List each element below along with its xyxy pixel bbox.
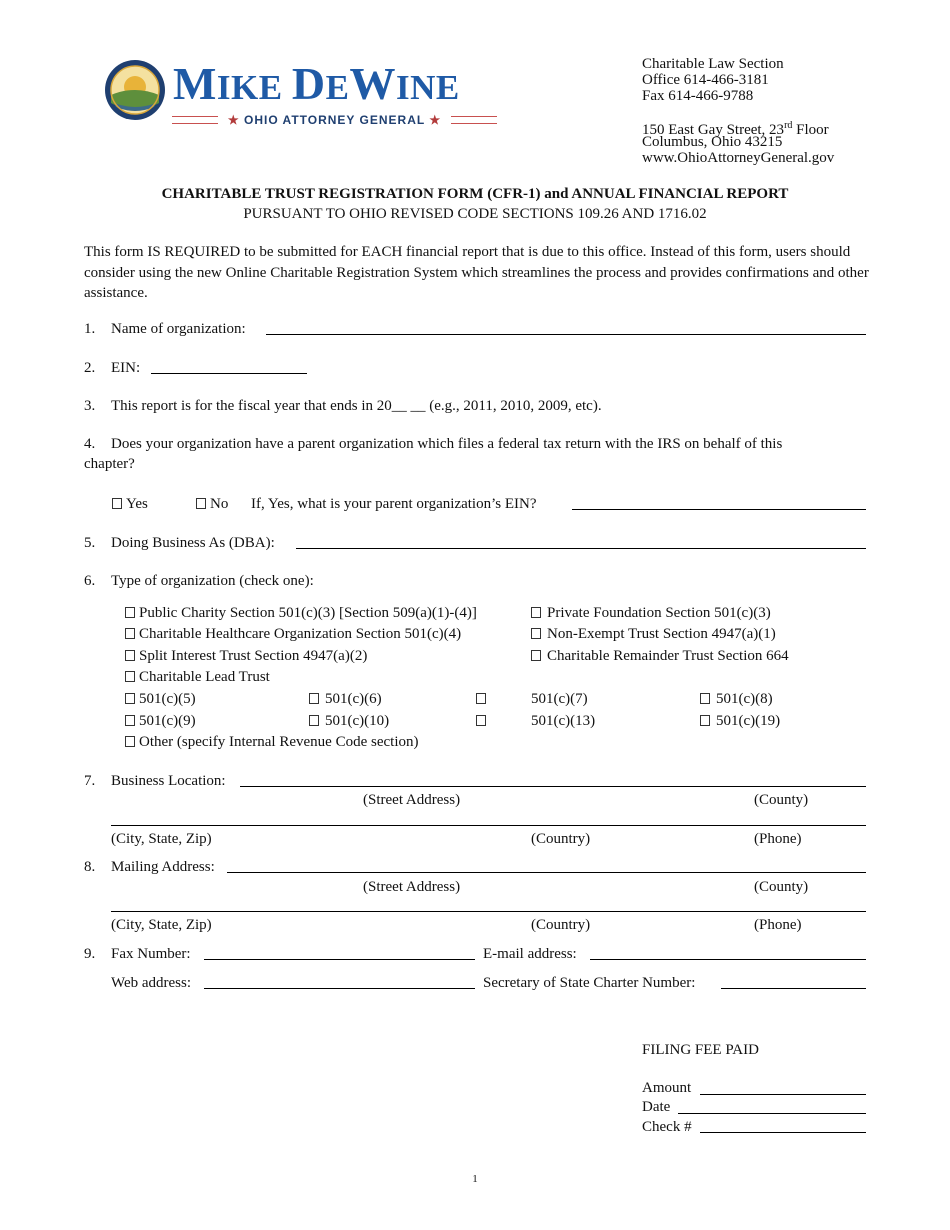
form-title: CHARITABLE TRUST REGISTRATION FORM (CFR-1) and ANNUAL FINANCIAL REPORT xyxy=(161,186,789,202)
business-city-field[interactable] xyxy=(111,825,866,826)
org-type-other[interactable]: Other (specify Internal Revenue Code section) xyxy=(125,733,418,751)
parent-yes-option[interactable]: Yes xyxy=(112,495,148,513)
org-type-501c13-checkbox[interactable] xyxy=(476,712,490,730)
amount-field[interactable] xyxy=(700,1094,866,1095)
q1-label: Name of organization: xyxy=(111,321,246,337)
checkbox[interactable] xyxy=(125,715,135,726)
mailing-county-caption: (County) xyxy=(754,879,809,895)
intro-paragraph: This form IS REQUIRED to be submitted for EACH financial report that is due to this office. Instead of this form, users should consider using the new Online Charitable Registration System which streamlines the process and provides confirmations and other assistance. xyxy=(84,244,869,301)
checkbox[interactable] xyxy=(309,693,319,704)
q7-label: Business Location: xyxy=(111,773,226,789)
q5-number: 5. xyxy=(84,535,96,551)
q7-number: 7. xyxy=(84,773,96,789)
parent-ein-field[interactable] xyxy=(572,509,866,510)
mailing-city-caption: (City, State, Zip) xyxy=(111,917,212,933)
q4-number: 4. xyxy=(84,436,96,452)
ein-field[interactable] xyxy=(151,373,307,374)
org-type-public-charity[interactable]: Public Charity Section 501(c)(3) [Section 509(a)(1)-(4)] xyxy=(125,604,477,622)
business-street-caption: (Street Address) xyxy=(363,792,461,808)
mailing-country-caption: (Country) xyxy=(531,917,591,933)
org-type-501c13: 501(c)(13) xyxy=(531,713,596,729)
q4-question-line2: chapter? xyxy=(84,456,135,472)
org-type-remainder[interactable]: Charitable Remainder Trust Section 664 xyxy=(531,647,789,665)
logo-subtitle: ★ OHIO ATTORNEY GENERAL ★ xyxy=(172,112,497,130)
q2-label: EIN: xyxy=(111,360,141,376)
q8-label: Mailing Address: xyxy=(111,859,215,875)
fax-field[interactable] xyxy=(204,959,475,960)
contact-office: Office 614-466-3181 xyxy=(642,72,769,88)
q1-number: 1. xyxy=(84,321,96,337)
checkbox[interactable] xyxy=(125,628,135,639)
business-country-caption: (Country) xyxy=(531,831,591,847)
checkbox[interactable] xyxy=(531,628,541,639)
org-type-501c9[interactable]: 501(c)(9) xyxy=(125,712,196,730)
contact-website[interactable]: www.OhioAttorneyGeneral.gov xyxy=(642,150,835,166)
charter-number-field[interactable] xyxy=(721,988,866,989)
checkbox[interactable] xyxy=(700,715,710,726)
org-type-healthcare[interactable]: Charitable Healthcare Organization Section 501(c)(4) xyxy=(125,625,461,643)
check-number-field[interactable] xyxy=(700,1132,866,1133)
org-type-501c7-checkbox[interactable] xyxy=(476,690,490,708)
email-label: E-mail address: xyxy=(483,946,577,962)
q8-number: 8. xyxy=(84,859,96,875)
checkbox[interactable] xyxy=(125,650,135,661)
checkbox[interactable] xyxy=(476,693,486,704)
date-label: Date xyxy=(642,1099,671,1115)
checkbox[interactable] xyxy=(531,650,541,661)
organization-name-field[interactable] xyxy=(266,334,866,335)
ohio-ag-seal xyxy=(104,59,166,121)
contact-city: Columbus, Ohio 43215 xyxy=(642,134,783,150)
org-type-501c5[interactable]: 501(c)(5) xyxy=(125,690,196,708)
parent-no-option[interactable]: No xyxy=(196,495,228,513)
web-label: Web address: xyxy=(111,975,192,991)
form-subtitle: PURSUANT TO OHIO REVISED CODE SECTIONS 109.26 AND 1716.02 xyxy=(243,206,707,222)
q5-label: Doing Business As (DBA): xyxy=(111,535,275,551)
mailing-street-field[interactable] xyxy=(227,872,866,873)
q6-number: 6. xyxy=(84,573,96,589)
parent-ein-label: If, Yes, what is your parent organization’s EIN? xyxy=(251,496,537,512)
checkbox[interactable] xyxy=(531,607,541,618)
logo-name: MIKE DEWINE xyxy=(173,58,460,109)
mailing-street-caption: (Street Address) xyxy=(363,879,461,895)
org-type-non-exempt[interactable]: Non-Exempt Trust Section 4947(a)(1) xyxy=(531,625,776,643)
checkbox[interactable] xyxy=(125,693,135,704)
q6-label: Type of organization (check one): xyxy=(111,573,314,589)
web-field[interactable] xyxy=(204,988,475,989)
amount-label: Amount xyxy=(642,1080,692,1096)
contact-section: Charitable Law Section xyxy=(642,56,784,72)
checkbox[interactable] xyxy=(476,715,486,726)
q4-question-line1: Does your organization have a parent organization which files a federal tax return with the IRS on behalf of this xyxy=(111,436,783,452)
parent-no-checkbox[interactable] xyxy=(196,498,206,509)
mailing-city-field[interactable] xyxy=(111,911,866,912)
org-type-501c8[interactable]: 501(c)(8) xyxy=(700,690,773,708)
checkbox[interactable] xyxy=(125,736,135,747)
checkbox[interactable] xyxy=(309,715,319,726)
q3-number: 3. xyxy=(84,398,96,414)
org-type-501c19[interactable]: 501(c)(19) xyxy=(700,712,780,730)
org-type-501c7: 501(c)(7) xyxy=(531,691,588,707)
org-type-501c6[interactable]: 501(c)(6) xyxy=(309,690,382,708)
q9-number: 9. xyxy=(84,946,96,962)
contact-fax: Fax 614-466-9788 xyxy=(642,88,754,104)
checkbox[interactable] xyxy=(125,671,135,682)
date-field[interactable] xyxy=(678,1113,866,1114)
filing-fee-heading: FILING FEE PAID xyxy=(642,1042,759,1058)
org-type-lead-trust[interactable]: Charitable Lead Trust xyxy=(125,668,270,686)
contact-street: 150 East Gay Street, 23rd Floor xyxy=(642,120,829,138)
org-type-split-interest[interactable]: Split Interest Trust Section 4947(a)(2) xyxy=(125,647,367,665)
business-phone-caption: (Phone) xyxy=(754,831,802,847)
org-type-501c10[interactable]: 501(c)(10) xyxy=(309,712,389,730)
email-field[interactable] xyxy=(590,959,866,960)
fax-label: Fax Number: xyxy=(111,946,191,962)
charter-label: Secretary of State Charter Number: xyxy=(483,975,696,991)
check-label: Check # xyxy=(642,1119,692,1135)
mailing-phone-caption: (Phone) xyxy=(754,917,802,933)
checkbox[interactable] xyxy=(700,693,710,704)
business-city-caption: (City, State, Zip) xyxy=(111,831,212,847)
org-type-private-foundation[interactable]: Private Foundation Section 501(c)(3) xyxy=(531,604,771,622)
business-street-field[interactable] xyxy=(240,786,866,787)
checkbox[interactable] xyxy=(125,607,135,618)
page-number: 1 xyxy=(472,1173,478,1185)
q2-number: 2. xyxy=(84,360,96,376)
fiscal-year-field[interactable]: This report is for the fiscal year that ends in 20__ __ (e.g., 2011, 2010, 2009, etc). xyxy=(111,398,602,414)
parent-yes-checkbox[interactable] xyxy=(112,498,122,509)
dba-field[interactable] xyxy=(296,548,866,549)
business-county-caption: (County) xyxy=(754,792,809,808)
